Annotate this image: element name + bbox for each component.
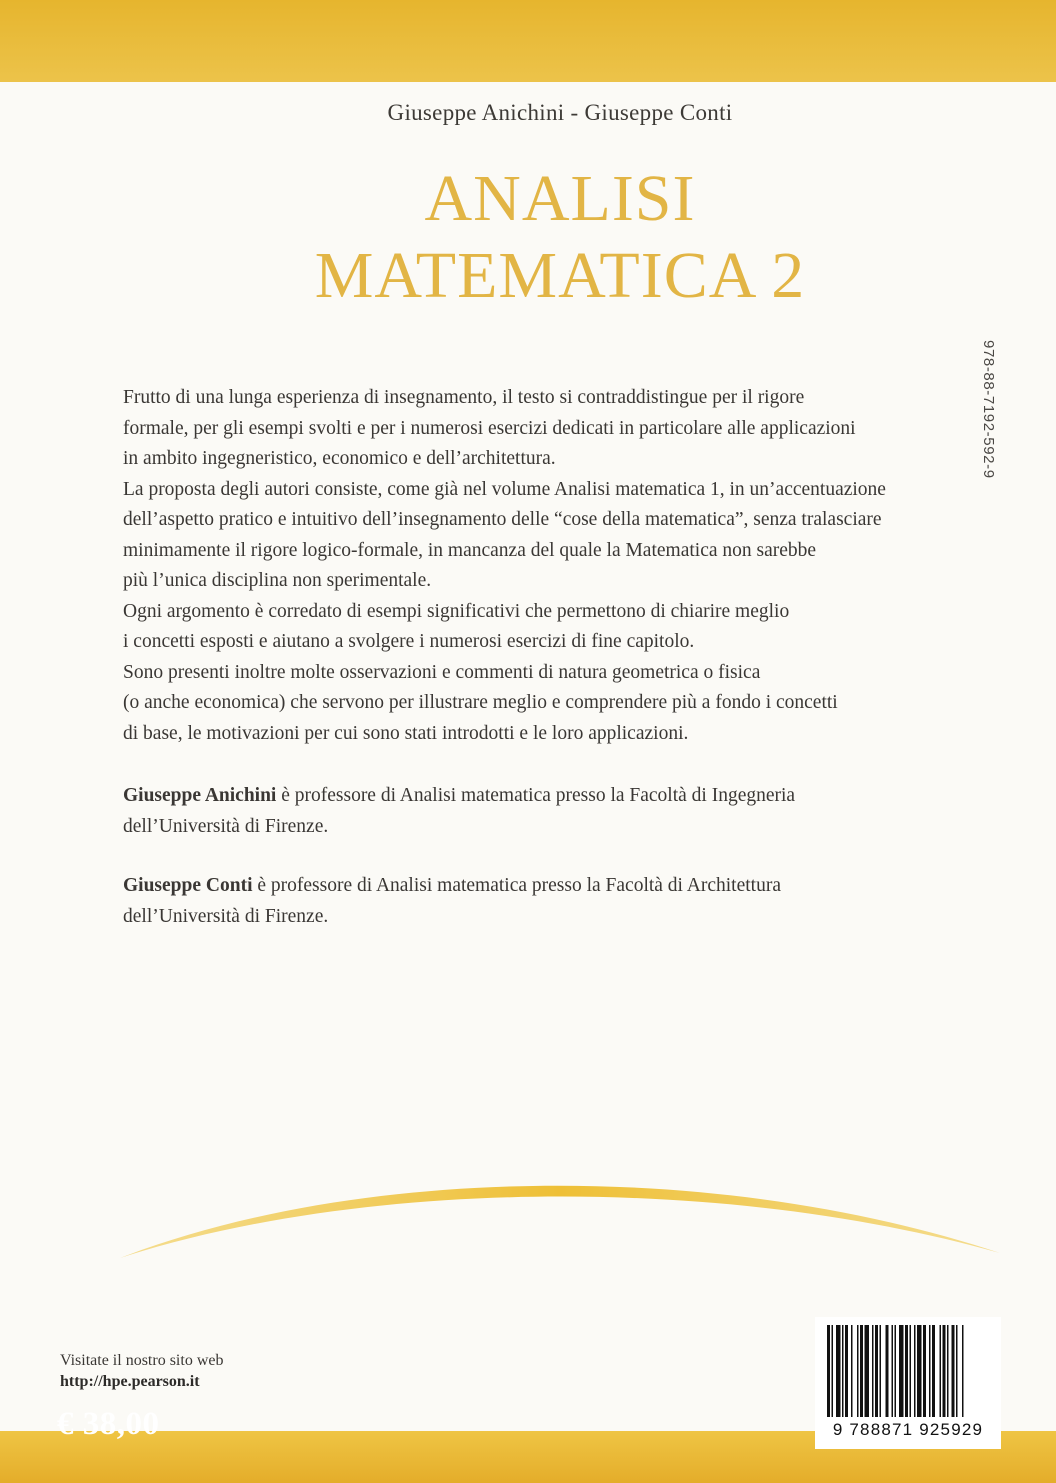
bio-text: dell’Università di Firenze. bbox=[123, 815, 329, 837]
blurb-line: Ogni argomento è corredato di esempi significativi che permettono di chiarire meglio bbox=[123, 600, 790, 622]
blurb-line: di base, le motivazioni per cui sono stati introdotti e le loro applicazioni. bbox=[123, 722, 689, 744]
website-label: Visitate il nostro sito web bbox=[60, 1352, 224, 1369]
author-bio-conti bbox=[123, 871, 1003, 932]
bio-text: è professore di Analisi matematica presso la Facoltà di Ingegneria bbox=[276, 785, 796, 806]
blurb-line: Frutto di una lunga esperienza di insegnamento, il testo si contraddistingue per il rigore bbox=[123, 387, 805, 408]
blurb-text bbox=[123, 383, 1003, 749]
barcode bbox=[815, 1317, 1001, 1449]
top-color-band bbox=[0, 0, 1056, 82]
author-name: Giuseppe Anichini bbox=[123, 785, 277, 806]
blurb-line: dell’aspetto pratico e intuitivo dell’insegnamento delle “cose della matematica”, senza tralasciare bbox=[123, 509, 882, 530]
book-title-line-1: ANALISI bbox=[424, 162, 696, 235]
decorative-arc bbox=[0, 1150, 1056, 1270]
blurb-line: minimamente il rigore logico-formale, in mancanza del quale la Matematica non sarebbe bbox=[123, 539, 817, 561]
blurb-line: La proposta degli autori consiste, come già nel volume Analisi matematica 1, in un’accentuazione bbox=[123, 478, 886, 500]
author-name: Giuseppe Conti bbox=[123, 875, 253, 896]
blurb-line: i concetti esposti e aiutano a svolgere i numerosi esercizi di fine capitolo. bbox=[123, 631, 695, 652]
bio-text: dell’Università di Firenze. bbox=[123, 905, 329, 927]
blurb-line: Sono presenti inoltre molte osservazioni e commenti di natura geometrica o fisica bbox=[123, 661, 761, 683]
blurb-line: più l’unica disciplina non sperimentale. bbox=[123, 570, 432, 591]
barcode-digits: 9 788871 925929 bbox=[832, 1420, 984, 1439]
isbn-vertical: 978-88-7192-592-9 bbox=[980, 340, 997, 479]
blurb-line: formale, per gli esempi svolti e per i numerosi esercizi dedicati in particolare alle applicazioni bbox=[123, 417, 856, 439]
authors-line: Giuseppe Anichini - Giuseppe Conti bbox=[387, 100, 733, 125]
price-label: € 38,00 bbox=[57, 1406, 160, 1442]
website-url[interactable]: http://hpe.pearson.it bbox=[60, 1373, 200, 1390]
barcode-bars bbox=[815, 1317, 1001, 1421]
blurb-line: in ambito ingegneristico, economico e dell’architettura. bbox=[123, 448, 556, 469]
blurb-line: (o anche economica) che servono per illustrare meglio e comprendere più a fondo i concetti bbox=[123, 692, 838, 713]
author-bio-anichini bbox=[123, 781, 1003, 842]
bio-text: è professore di Analisi matematica presso la Facoltà di Architettura bbox=[252, 875, 781, 896]
book-title-line-2: MATEMATICA 2 bbox=[314, 239, 806, 312]
